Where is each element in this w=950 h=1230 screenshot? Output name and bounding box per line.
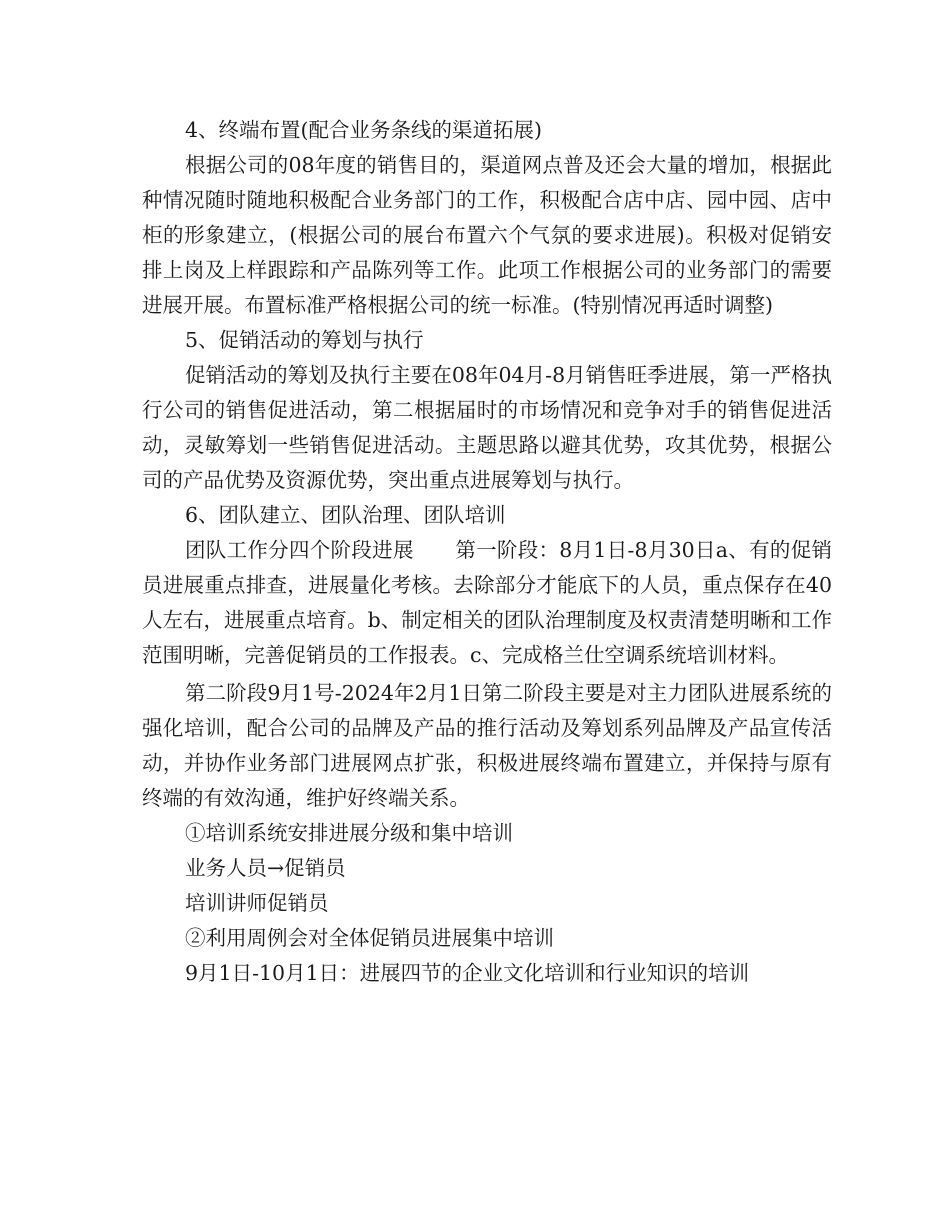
list-item-schedule: 9月1日-10月1日：进展四节的企业文化培训和行业知识的培训 xyxy=(185,961,750,985)
document-body xyxy=(142,113,832,991)
heading-team-building: 6、团队建立、团队治理、团队培训 xyxy=(185,503,506,527)
paragraph-team-phase-two: 第二阶段9月1号-2024年2月1日第二阶段主要是对主力团队进展系统的强化培训，配合公司的品牌及产品的推行活动及筹划系列品牌及产品宣传活动，并协作业务部门进展网点扩张，积极进展终端布置建立，并保持与原有终端的有效沟通，维护好终端关系。 xyxy=(142,681,832,810)
list-item-weekly-meeting: ②利用周例会对全体促销员进展集中培训 xyxy=(185,926,554,950)
paragraph-team-phase-one: 团队工作分四个阶段进展 第一阶段：8月1日-8月30日a、有的促销员进展重点排查，进展量化考核。去除部分才能底下的人员，重点保存在40人左右，进展重点培育。b、制定相关的团队治理制度及权责清楚明晰和工作范围明晰，完善促销员的工作报表。c、完成格兰仕空调系统培训材料。 xyxy=(142,538,832,667)
list-item-training-system: ①培训系统安排进展分级和集中培训 xyxy=(185,821,513,845)
list-item-trainer-promoter: 培训讲师促销员 xyxy=(185,891,329,915)
list-item-business-to-promoter: 业务人员→促销员 xyxy=(185,856,346,880)
heading-terminal-layout: 4、终端布置(配合业务条线的渠道拓展) xyxy=(185,118,543,142)
heading-promotion-planning: 5、促销活动的筹划与执行 xyxy=(185,328,424,352)
paragraph-promotion-planning: 促销活动的筹划及执行主要在08年04月-8月销售旺季进展，第一严格执行公司的销售促进活动，第二根据届时的市场情况和竞争对手的销售促进活动，灵敏筹划一些销售促进活动。主题思路以避其优势，攻其优势，根据公司的产品优势及资源优势，突出重点进展筹划与执行。 xyxy=(142,363,832,492)
paragraph-terminal-layout: 根据公司的08年度的销售目的，渠道网点普及还会大量的增加，根据此种情况随时随地积极配合业务部门的工作，积极配合店中店、园中园、店中柜的形象建立，(根据公司的展台布置六个气氛的要求进展)。积极对促销安排上岗及上样跟踪和产品陈列等工作。此项工作根据公司的业务部门的需要进展开展。布置标准严格根据公司的统一标准。(特别情况再适时调整) xyxy=(142,153,832,317)
